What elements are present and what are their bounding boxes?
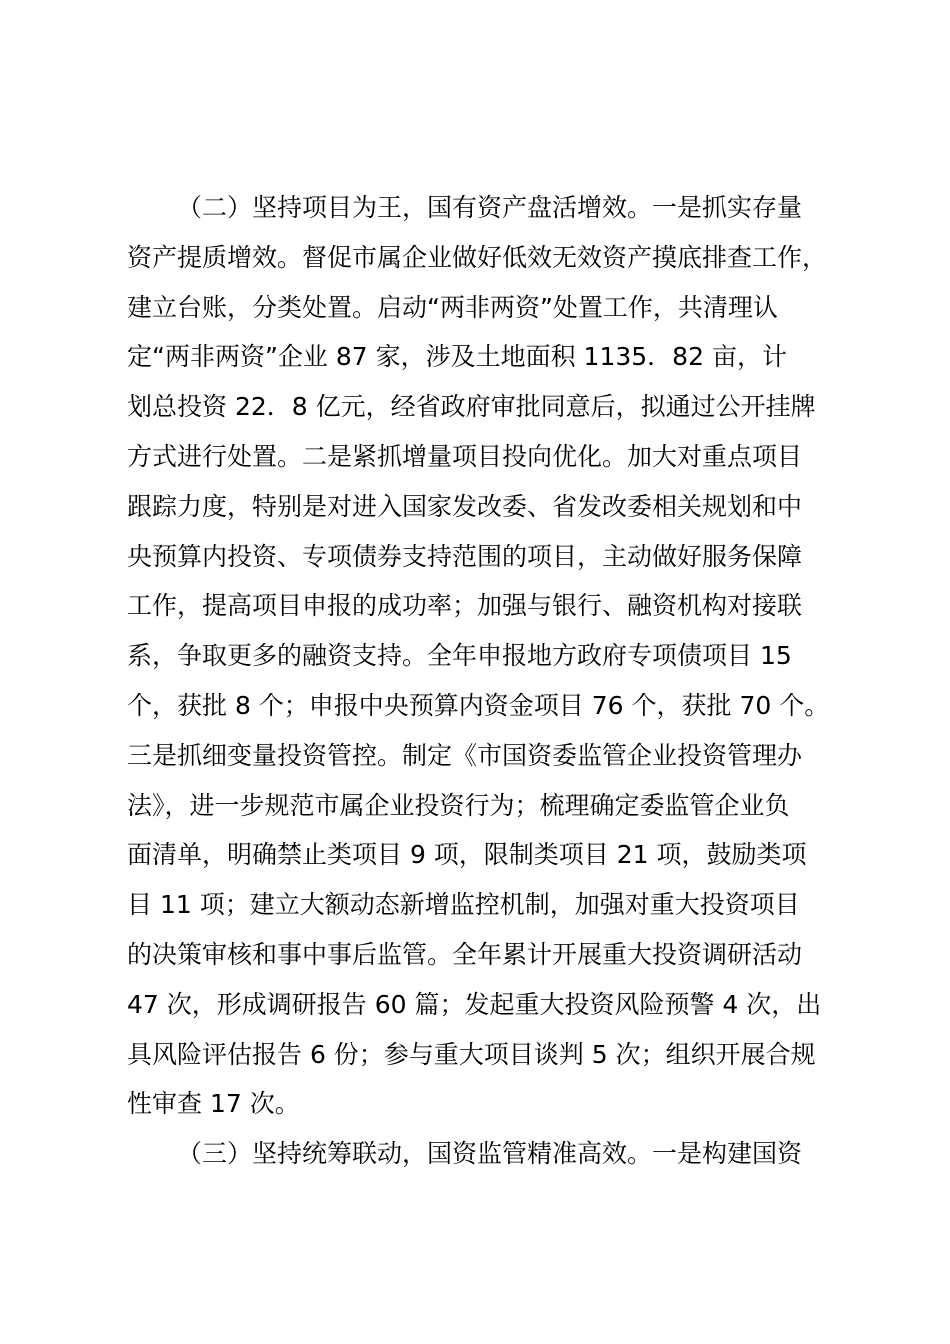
paragraph-2-line-4: 定“两非两资”企业 87 家，涉及土地面积 1135．82 亩，计 <box>127 342 787 372</box>
paragraph-2-line-9: 工作，提高项目申报的成功率；加强与银行、融资机构对接联 <box>127 591 803 621</box>
body-text <box>127 183 867 1179</box>
paragraph-2-line-16: 的决策审核和事中事后监管。全年累计开展重大投资调研活动 <box>127 939 803 969</box>
paragraph-2-line-3: 建立台账，分类处置。启动“两非两资”处置工作，共清理认 <box>127 292 778 322</box>
paragraph-2-line-18: 具风险评估报告 6 份；参与重大项目谈判 5 次；组织开展合规 <box>127 1039 816 1069</box>
paragraph-2-line-13: 法》，进一步规范市属企业投资行为；梳理确定委监管企业负 <box>127 790 790 820</box>
paragraph-2-line-10: 系，争取更多的融资支持。全年申报地方政府专项债项目 15 <box>127 641 792 671</box>
paragraph-2-line-12: 三是抓细变量投资管控。制定《市国资委监管企业投资管理办 <box>127 740 803 770</box>
paragraph-2-line-15: 目 11 项；建立大额动态新增监控机制，加强对重大投资项目 <box>127 890 800 920</box>
paragraph-2-line-1: （二）坚持项目为王，国有资产盘活增效。一是抓实存量 <box>177 193 803 222</box>
paragraph-2-line-6: 方式进行处置。二是紧抓增量项目投向优化。加大对重点项目 <box>127 441 803 471</box>
paragraph-2-line-2: 资产提质增效。督促市属企业做好低效无效资产摸底排查工作， <box>127 242 828 272</box>
paragraph-3-line-1: （三）坚持统筹联动，国资监管精准高效。一是构建国资 <box>177 1139 803 1169</box>
paragraph-2-line-19: 性审查 17 次。 <box>127 1089 300 1119</box>
paragraph-2-line-17: 47 次，形成调研报告 60 篇；发起重大投资风险预警 4 次，出 <box>127 989 822 1019</box>
paragraph-2-line-14: 面清单，明确禁止类项目 9 项，限制类项目 21 项，鼓励类项 <box>127 840 807 870</box>
paragraph-2-line-5: 划总投资 22．8 亿元，经省政府审批同意后，拟通过公开挂牌 <box>127 392 816 422</box>
paragraph-2-line-8: 央预算内投资、专项债券支持范围的项目，主动做好服务保障 <box>127 541 803 571</box>
paragraph-2-line-11: 个，获批 8 个；申报中央预算内资金项目 76 个，获批 70 个。 <box>127 690 830 720</box>
paragraph-2-line-7: 跟踪力度，特别是对进入国家发改委、省发改委相关规划和中 <box>127 491 803 521</box>
